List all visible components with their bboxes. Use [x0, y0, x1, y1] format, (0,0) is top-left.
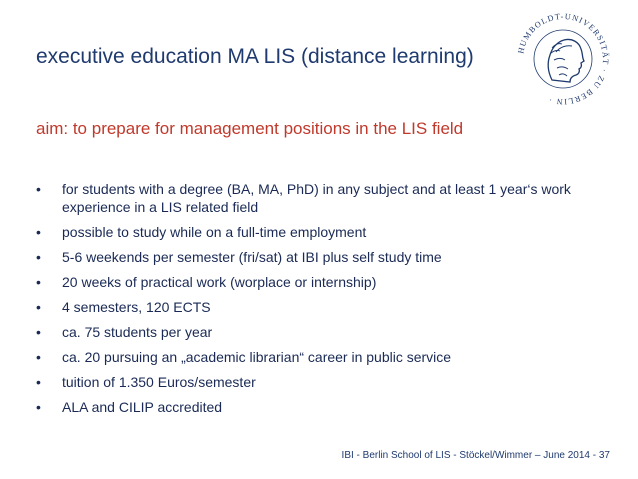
bullet-text: for students with a degree (BA, MA, PhD) in any subject and at least 1 year‘s work experience in a LIS related field: [62, 181, 571, 215]
list-item: [36, 223, 611, 241]
bullet-text: 4 semesters, 120 ECTS: [62, 299, 211, 315]
list-item: [36, 348, 611, 366]
list-item: [36, 180, 611, 216]
bullet-text: ca. 75 students per year: [62, 324, 213, 340]
bullet-marker: •: [36, 249, 41, 265]
list-item: [36, 398, 611, 416]
bullet-marker: •: [36, 349, 41, 365]
slide-footer: IBI - Berlin School of LIS - Stöckel/Wimmer – June 2014 - 37: [341, 450, 610, 461]
bullet-text: tuition of 1.350 Euros/semester: [62, 374, 256, 390]
bullet-marker: •: [36, 224, 41, 240]
bullet-marker: •: [36, 399, 41, 415]
bullet-text: 20 weeks of practical work (worplace or internship): [62, 274, 377, 290]
bullet-marker: •: [36, 274, 41, 290]
slide-title: executive education MA LIS (distance learning): [36, 45, 474, 68]
bullet-text: ALA and CILIP accredited: [62, 399, 223, 415]
list-item: [36, 373, 611, 391]
bullet-list: [36, 180, 611, 423]
list-item: [36, 273, 611, 291]
aim-statement: aim: to prepare for management positions in the LIS field: [36, 119, 464, 138]
bullet-marker: •: [36, 374, 41, 390]
bullet-marker: •: [36, 324, 41, 340]
bullet-text: ca. 20 pursuing an „academic librarian“ career in public service: [62, 349, 452, 365]
bullet-text: 5-6 weekends per semester (fri/sat) at IBI plus self study time: [62, 249, 442, 265]
list-item: [36, 248, 611, 266]
bullet-marker: •: [36, 299, 41, 315]
list-item: [36, 323, 611, 341]
bullet-marker: •: [36, 181, 41, 197]
list-item: [36, 298, 611, 316]
svg-text:HUMBOLDT-UNIVERSITÄT · ZU BERL: HUMBOLDT-UNIVERSITÄT · ZU BERLIN ·: [516, 11, 611, 107]
humboldt-university-seal-icon: [512, 8, 614, 110]
bullet-text: possible to study while on a full-time employment: [62, 224, 367, 240]
